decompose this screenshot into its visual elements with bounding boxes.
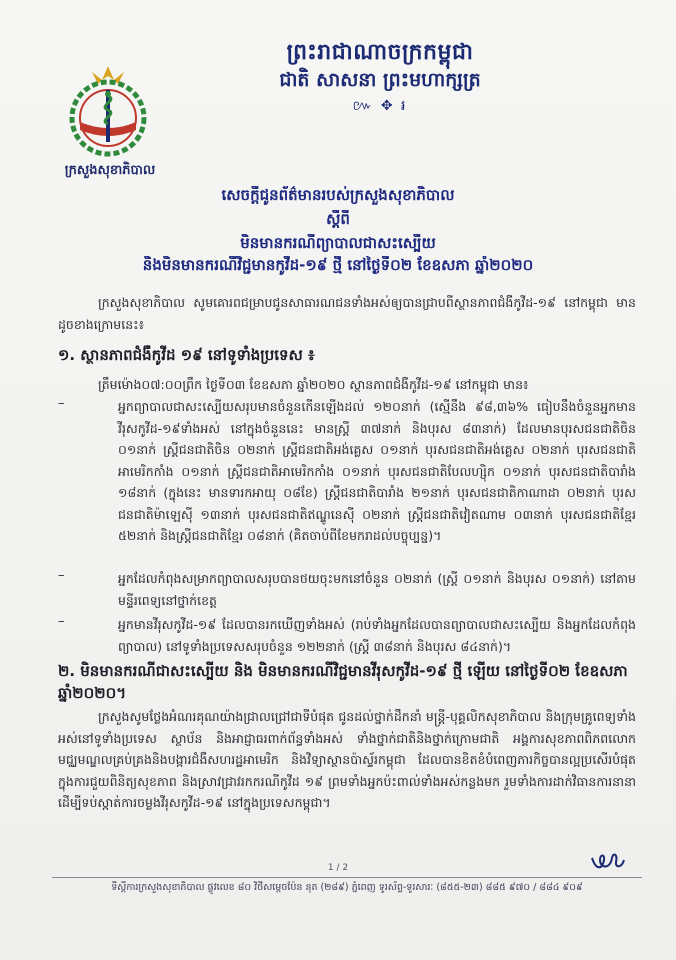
notice-title: សេចក្តីជូនព័ត៌មានរបស់ក្រសួងសុខាភិបាល xyxy=(221,186,455,204)
bullet-marker: – xyxy=(58,568,65,583)
notice-subject-line1: មិនមានករណីព្យាបាលជាសះស្បើយ xyxy=(240,234,436,252)
bullet-marker: – xyxy=(58,396,65,411)
footer-contact: ទីស្តីការក្រសួងសុខាភិបាល ផ្លូវលេខ ៨០ វិថីសម្តេចប៉ែន នុត (២៨៩) ភ្នំពេញ ទូរស័ព្ទ-ទូរសារៈ (៨៥៥-២៣) ៨៨៥ ៩៧០ / ៨៨៤ ៩០៩ xyxy=(111,882,583,893)
ministry-name: ក្រសួងសុខាភិបាល xyxy=(64,163,156,178)
bullet-in-treatment: អ្នកដែលកំពុងសម្រាកព្យាបាលសរុបបានថយចុះមកនៅចំនួន ០២នាក់ (ស្ត្រី ០១នាក់ និងបុរស ០១នាក់) នៅតាមមន្ទីរពេទ្យនៅថ្នាក់ខេត្ត xyxy=(118,571,636,608)
section1-heading: ១. ស្ថានភាពជំងឺកូវីដ ១៩ នៅទូទាំងប្រទេស ៖ xyxy=(58,346,315,364)
page-number: 1 / 2 xyxy=(327,863,349,873)
signature-mark-icon xyxy=(588,848,628,874)
bullet-total-cases: អ្នកមានវីរុសកូវីដ-១៩ ដែលបានរកឃើញទាំងអស់ (រាប់ទាំងអ្នកដែលបានព្យាបាលជាសះស្បើយ និងអ្នកដែលកំពុងព្យាបាល) នៅទូទាំងប្រទេសសរុបចំនួន ១២២នាក់ (ស្ត្រី ៣៨នាក់ និងបុរស ៨៤នាក់)។ xyxy=(118,617,636,654)
notice-subject-line2: និងមិនមានករណីវិជ្ជមានកូវីដ-១៩ ថ្មី នៅថ្ងៃទី០២ ខែឧសភា ឆ្នាំ២០២០ xyxy=(142,256,534,274)
section1-lead: ត្រឹមម៉ោង០៧:០០ព្រឹក ថ្ងៃទី០៣ ខែឧសភា ឆ្នាំ២០២០ ស្ថានភាពជំងឺកូវីដ-១៩ នៅកម្ពុជា មាន៖ xyxy=(98,377,529,392)
notice-subject-label: ស្តីពី xyxy=(326,210,350,228)
section2-heading: ២. មិនមានករណីជាសះស្បើយ និង មិនមានករណីវិជ្ជមានវីរុសកូវីដ-១៩ ថ្មី ឡើយ នៅថ្ងៃទី០២ ខែឧសភា ឆ្នាំ២០២០។ xyxy=(58,662,628,702)
intro-paragraph: ក្រសួងសុខាភិបាល សូមគោរពជម្រាបជូនសាធារណជនទាំងអស់ឲ្យបានជ្រាបពីស្ថានភាពជំងឺកូវីដ-១៩ នៅកម្ពុជា មានដូចខាងក្រោមនេះ៖ xyxy=(58,295,636,332)
bullet-marker: – xyxy=(58,614,65,629)
bullet-recovered: អ្នកព្យាបាលជាសះស្បើយសរុបមានចំនួនកើនឡើងដល់ ១២០នាក់ (ស្មើនឹង ៩៨,៣៦% ធៀបនឹងចំនួនអ្នកមានវីរុសកូវីដ-១៩ទាំងអស់ នៅក្នុងចំនួននេះ មានស្រ្តី ៣៧នាក់ និងបុរស ៨៣នាក់) ដែលមានបុរសជនជាតិចិន ០១នាក់ ស្ត្រីជនជាតិចិន ០២នាក់ ស្ត្រីជនជាតិអង់គ្លេស ០១នាក់ បុរសជនជាតិអង់គ្លេស ០២នាក់ បុរសជនជាតិអាមេរិកកាំង ០១នាក់ ស្ត្រីជនជាតិអាមេរិកកាំង ០១នាក់ បុរសជនជាតិបែលហ្ស៊ិក ០១នាក់ បុរសជនជាតិបារាំង ១៨នាក់ (ក្នុងនេះ មានទារកអាយុ ០៨ខែ) ស្ត្រីជនជាតិបារាំង ២១នាក់ បុរសជនជាតិកាណាដា ០២នាក់ បុរសជនជាតិម៉ាឡេស៊ី ១៣នាក់ បុរសជនជាតិឥណ្ឌូនេស៊ី ០២នាក់ ស្ត្រីជនជាតិវៀតណាម ០៣នាក់ បុរសជនជាតិខ្មែរ ៥២នាក់ និងស្ត្រីជនជាតិខ្មែរ ០៨នាក់ (គិតចាប់ពីខែមករាដល់បច្ចុប្បន្ន)។ xyxy=(118,399,636,543)
national-motto: ជាតិ សាសនា ព្រះមហាក្សត្រ xyxy=(279,69,481,91)
footer-divider xyxy=(52,877,642,878)
acknowledgement-paragraph: ក្រសួងសូមថ្លែងអំណរគុណយ៉ាងជ្រាលជ្រៅជាទីបំផុត ជូនដល់ថ្នាក់ដឹកនាំ មន្ត្រី-បុគ្គលិកសុខាភិបាល និងក្រុមគ្រូពេទ្យទាំងអស់នៅទូទាំងប្រទេស ស្ថាប័ន និងអាជ្ញាធរពាក់ព័ន្ធទាំងអស់ ទាំងថ្នាក់ជាតិនិងថ្នាក់ក្រោមជាតិ អង្គការសុខភាពពិភពលោក មជ្ឈមណ្ឌលគ្រប់គ្រងនិងបង្ការជំងឺសហរដ្ឋអាមេរិក និងវិទ្យាស្ថានប៉ាស្ទ័រកម្ពុជា ដែលបានខិតខំបំពេញភារកិច្ចបានល្អប្រសើរបំផុត ក្នុងការជួយពិនិត្យសុខភាព និងស្រាវជ្រាវរកករណីកូវីដ ១៩ ព្រមទាំងអ្នកប៉ះពាល់ទាំងអស់កន្លងមក រួមទាំងការដាក់វិធានការនានា ដើម្បីទប់ស្កាត់ការចម្លងវីរុសកូវីដ-១៩ នៅក្នុងប្រទេសកម្ពុជា។ xyxy=(58,709,636,810)
motto-ornament: ៚ ✥ ៛ xyxy=(352,98,408,114)
ministry-logo-icon xyxy=(58,60,158,160)
kingdom-heading: ព្រះរាជាណាចក្រកម្ពុជា xyxy=(286,40,474,65)
